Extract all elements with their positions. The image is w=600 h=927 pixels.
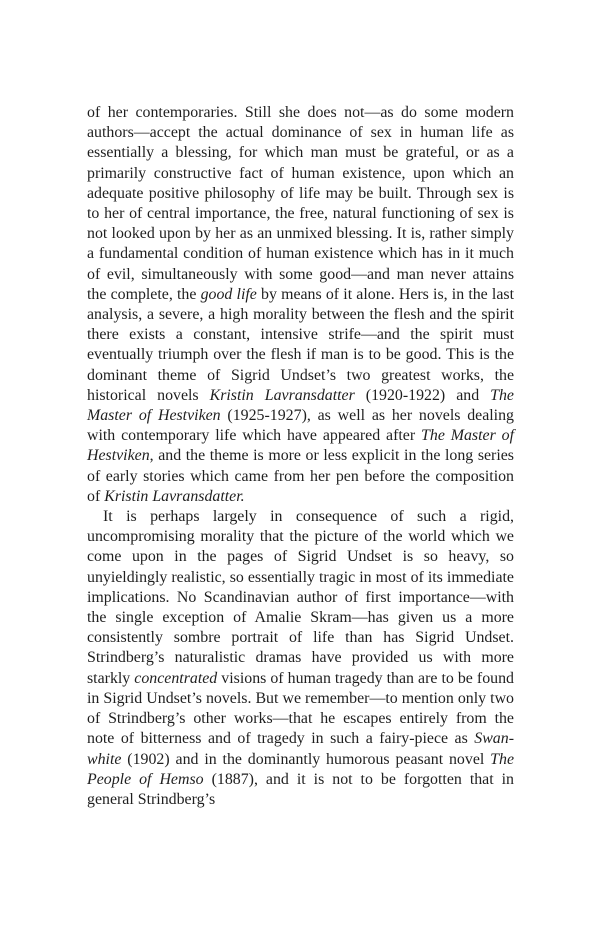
text-run: (1887), and it is not to be forgotten that in general Strindberg’s [87,770,514,808]
text-run: (1920-1922) and [354,386,491,404]
text-run: It is perhaps largely in consequence of such a rigid, uncompromising morality that the picture of the world which we come upon in the pages of Sigrid Undset is so heavy, so unyieldingly realistic, so essentially tragic in most of its immediate implications. No Scandinavian author of first importance—with the single exception of Amalie Skram—has given us a more consistently sombre portrait of life than has Sigrid Undset. Strindberg’s naturalistic dramas have provided us with more starkly [87,508,514,687]
italic-run: The People of Hemso [87,750,514,788]
italic-run: The Master of Hestviken [87,427,514,465]
italic-run: Swan-white [87,730,514,768]
text-run: , and the theme is more or less explicit in the long series of early stories which came from her pen before the composition of [87,447,514,505]
text-run: (1902) and in the dominantly humorous peasant novel [121,750,491,768]
paragraph [87,103,514,507]
text-run: by means of it alone. Hers is, in the last analysis, a severe, a high morality between the flesh and the spirit there exists a constant, intensive strife—and the spirit must eventually triumph over the flesh if man is to be good. This is the dominant theme of Sigrid Undset’s two greatest works, the historical novels [87,285,514,404]
italic-run: The Master of Hestviken [87,386,514,425]
text-run: (1925-1927), as well as her novels dealing with contemporary life which have appeared after [87,407,514,445]
italic-run: Kristin Lavransdatter. [104,487,245,505]
italic-run: good life [200,285,257,303]
italic-run: Kristin Lavransdatter [209,386,355,404]
page-text [87,103,514,810]
text-run: visions of human tragedy than are to be found in Sigrid Undset’s novels. But we remember—to mention only two of Strindberg’s other works—that he escapes entirely from the note of bitterness and of tragedy in such a fairy-piece as [87,669,514,748]
italic-run: concentrated [134,669,218,687]
paragraph [87,507,514,810]
text-run: of her contemporaries. Still she does not—as do some modern authors—accept the actual dominance of sex in human life as essentially a blessing, for which man must be grateful, or as a primarily constructive fact of human existence, upon which an adequate positive philosophy of life may be built. Through sex is to her of central importance, the free, natural functioning of sex is not looked upon by her as an unmixed blessing. It is, rather simply a fundamental condition of human existence which has in it much of evil, simultaneously with some good—and man never attains the complete, the [87,104,514,303]
